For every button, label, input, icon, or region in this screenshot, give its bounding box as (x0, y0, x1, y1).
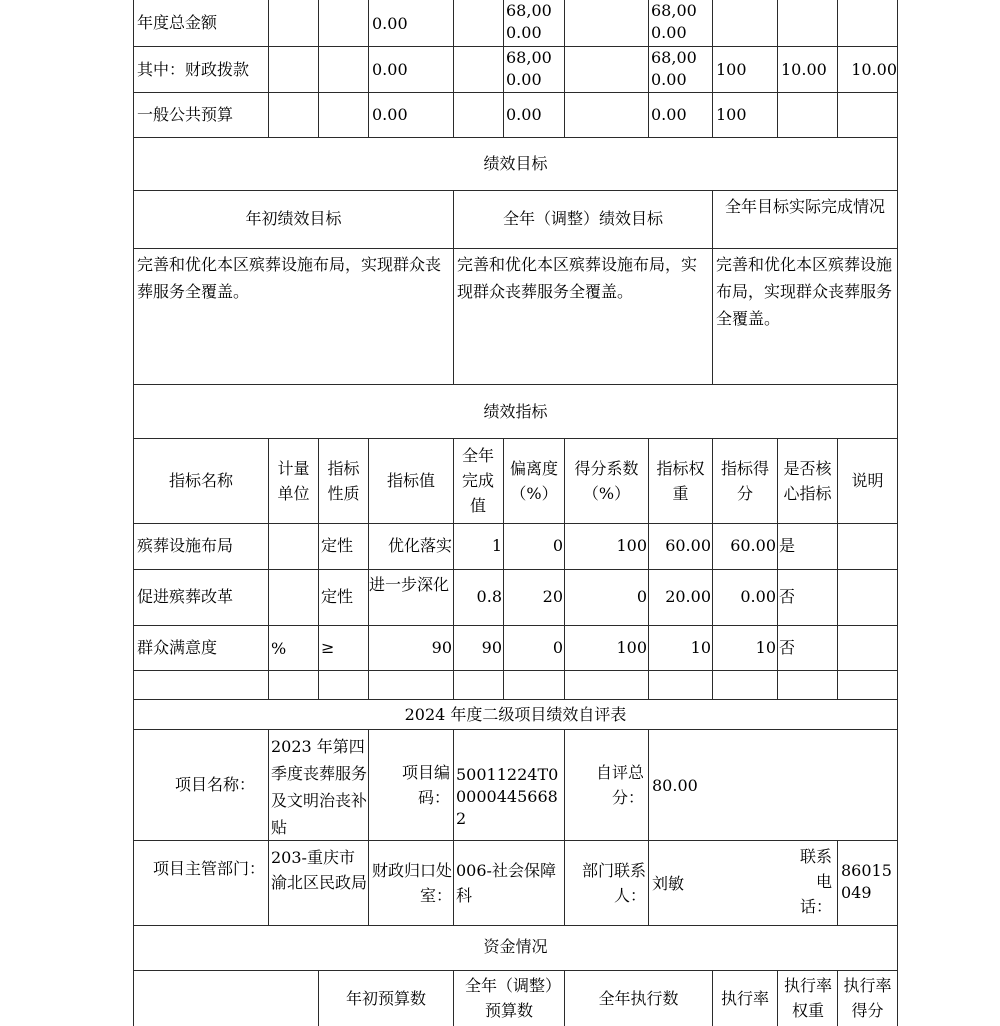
indicator-score: 0.00 (740, 587, 776, 606)
goal-text: 完善和优化本区殡葬设施布局，实现群众丧葬服务全覆盖。 (716, 255, 893, 328)
column-header: 指标性质 (327, 459, 360, 503)
column-header: 是否核心指标 (783, 459, 832, 503)
indicator-nature: 定性 (321, 587, 354, 606)
column-header: 年初预算数 (345, 989, 426, 1008)
column-header: 年初绩效目标 (245, 209, 342, 228)
column-header: 全年完成值 (461, 446, 494, 515)
finance-value: 006-社会保障科 (456, 861, 556, 905)
column-header: 指标名称 (168, 471, 233, 490)
indicator-value: 进一步深化 (369, 575, 450, 594)
indicator-unit: % (271, 639, 287, 658)
table-title: 2024 年度二级项目绩效自评表 (404, 705, 627, 724)
column-header: 计量单位 (277, 459, 310, 503)
funds-row-value: 0.00 (372, 14, 408, 33)
section-title: 资金情况 (483, 937, 548, 956)
indicator-nature: ≥ (321, 638, 335, 657)
indicator-deviation: 20 (542, 587, 563, 606)
indicator-deviation: 0 (552, 536, 563, 555)
funds-row-rate: 100 (716, 105, 747, 124)
indicator-weight: 60.00 (665, 536, 711, 555)
self-score-value: 80.00 (652, 776, 698, 795)
indicator-core: 是 (779, 536, 796, 555)
dept-value: 203-重庆市渝北区民政局 (271, 848, 368, 892)
indicator-weight: 10 (690, 638, 711, 657)
column-header: 全年（调整）绩效目标 (502, 209, 663, 228)
funds-row-label: 其中：财政拨款 (137, 60, 250, 79)
indicator-completed: 90 (481, 638, 502, 657)
funds-row-value: 0.00 (651, 105, 687, 124)
indicator-core: 否 (779, 638, 796, 657)
indicator-value: 优化落实 (387, 536, 452, 555)
indicator-score: 10 (755, 638, 776, 657)
funds-row-weight: 10.00 (781, 60, 827, 79)
funds-row-value: 68,000.00 (651, 48, 697, 89)
indicator-deviation: 0 (552, 638, 563, 657)
funds-row-value: 68,000.00 (506, 1, 552, 42)
column-header: 指标值 (386, 471, 435, 490)
field-label: 项目编码： (401, 763, 450, 807)
funds-row-rate: 100 (716, 60, 747, 79)
indicator-core: 否 (779, 587, 796, 606)
funds-row-value: 0.00 (372, 105, 408, 124)
column-header: 得分系数（%） (574, 459, 639, 503)
field-label: 联系电话： (799, 847, 832, 916)
indicator-completed: 0.8 (476, 587, 502, 606)
section-title: 绩效目标 (483, 154, 548, 173)
field-label: 部门联系人： (581, 861, 646, 905)
section-title: 绩效指标 (483, 402, 548, 421)
goal-text: 完善和优化本区殡葬设施布局，实现群众丧葬服务全覆盖。 (457, 255, 698, 301)
indicator-nature: 定性 (321, 536, 354, 555)
column-header: 指标得分 (720, 459, 769, 503)
indicator-name: 促进殡葬改革 (137, 587, 234, 606)
column-header: 指标权重 (656, 459, 705, 503)
indicator-weight: 20.00 (665, 587, 711, 606)
column-header: 全年（调整）预算数 (464, 976, 553, 1020)
funds-row-value: 0.00 (372, 60, 408, 79)
indicator-name: 群众满意度 (137, 638, 218, 657)
goal-text: 完善和优化本区殡葬设施布局，实现群众丧葬服务全覆盖。 (137, 255, 442, 301)
funds-row-value: 68,000.00 (651, 1, 697, 42)
column-header: 全年执行数 (598, 989, 679, 1008)
indicator-name: 殡葬设施布局 (137, 536, 234, 555)
column-header: 执行率权重 (783, 976, 832, 1020)
column-header: 执行率得分 (843, 976, 892, 1020)
project-name-value: 2023 年第四季度丧葬服务及文明治丧补贴 (271, 737, 368, 837)
funds-row-label: 年度总金额 (137, 13, 218, 32)
indicator-value: 90 (431, 638, 452, 657)
indicator-coef: 100 (616, 638, 647, 657)
field-label: 财政归口处室： (371, 861, 452, 905)
column-header: 执行率 (720, 989, 769, 1008)
funds-row-value: 0.00 (506, 105, 542, 124)
indicator-score: 60.00 (730, 536, 776, 555)
field-label: 项目名称： (174, 775, 255, 794)
column-header: 全年目标实际完成情况 (724, 197, 885, 216)
funds-row-label: 一般公共预算 (137, 105, 234, 124)
field-label: 自评总分： (595, 763, 644, 807)
column-header: 偏离度（%） (509, 459, 558, 503)
phone-value: 86015049 (841, 861, 892, 902)
indicator-coef: 0 (636, 587, 647, 606)
indicator-completed: 1 (491, 536, 502, 555)
column-header: 说明 (851, 471, 884, 490)
field-label: 项目主管部门： (152, 859, 265, 878)
contact-value: 刘敏 (652, 874, 685, 893)
funds-row-value: 68,000.00 (506, 48, 552, 89)
funds-row-score: 10.00 (851, 60, 897, 79)
project-code-value: 50011224T000004456682 (456, 765, 559, 828)
indicator-coef: 100 (616, 536, 647, 555)
